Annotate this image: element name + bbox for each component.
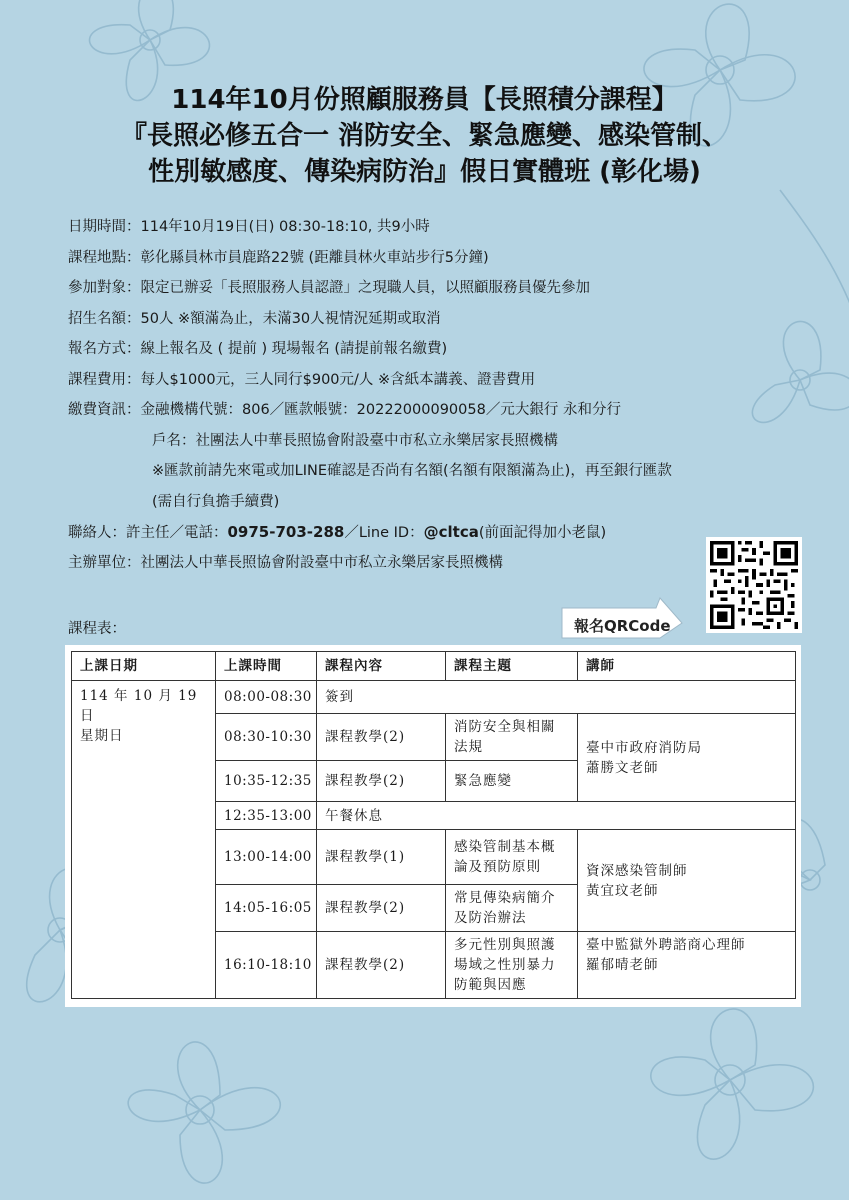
topic-cell: 消防安全與相關法規	[446, 714, 578, 761]
contact-suffix: (前面記得加小老鼠)	[478, 525, 607, 541]
qr-callout	[560, 596, 700, 640]
time-cell: 12:35-13:00	[216, 802, 317, 830]
title-line-1: 114年10月份照顧服務員【長照積分課程】	[171, 85, 678, 115]
topic-cell: 感染管制基本概論及預防原則	[446, 830, 578, 885]
time-cell: 10:35-12:35	[216, 761, 317, 802]
header-time: 上課時間	[216, 652, 317, 681]
instructor-name: 黃宜玟老師	[586, 882, 659, 899]
date-cell	[72, 681, 216, 999]
info-payment: 繳費資訊：金融機構代號：806／匯款帳號：20222000090058／元大銀行 永和分行	[68, 402, 621, 418]
instructor-cell	[578, 714, 796, 802]
info-quota: 招生名額：50人 ※額滿為止，未滿30人視情況延期或取消	[68, 310, 441, 327]
page-title	[60, 82, 789, 190]
info-account-name: 戶名：社團法人中華長照協會附設臺中市私立永樂居家長照機構	[152, 432, 558, 449]
content-cell: 課程教學(2)	[317, 761, 446, 802]
table-header-row	[72, 652, 796, 681]
info-registration: 報名方式：線上報名及 ( 提前 ) 現場報名 (請提前報名繳費)	[68, 341, 448, 357]
content-cell: 課程教學(2)	[317, 714, 446, 761]
schedule-label: 課程表：	[68, 621, 126, 637]
title-line-3: 性別敏感度、傳染病防治』假日實體班 (彰化場)	[148, 157, 701, 187]
time-cell: 08:30-10:30	[216, 714, 317, 761]
contact-phone: 0975-703-288	[227, 523, 345, 541]
instructor-title: 臺中監獄外聘諮商心理師	[586, 937, 746, 953]
info-date: 日期時間：114年10月19日(日) 08:30-18:10, 共9小時	[68, 219, 430, 235]
content-cell: 課程教學(1)	[317, 830, 446, 885]
date-line-1: 114 年 10 月 19 日	[80, 688, 198, 724]
topic-cell: 多元性別與照護場域之性別暴力防範與因應	[446, 932, 578, 999]
qr-callout-label: 報名QRCode	[574, 617, 671, 635]
content-cell: 午餐休息	[317, 802, 796, 830]
instructor-title: 臺中市政府消防局	[586, 739, 702, 756]
topic-cell: 緊急應變	[446, 761, 578, 802]
info-organizer: 主辦單位：社團法人中華長照協會附設臺中市私立永樂居家長照機構	[68, 554, 503, 571]
instructor-cell	[578, 932, 796, 999]
instructor-cell	[578, 830, 796, 932]
content-cell: 簽到	[317, 681, 796, 714]
title-line-2: 『長照必修五合一 消防安全、緊急應變、感染管制、	[120, 121, 729, 151]
registration-qr-code[interactable]	[706, 537, 802, 633]
info-contact	[68, 517, 808, 548]
info-note-2: (需自行負擔手續費)	[152, 493, 280, 510]
contact-prefix: 聯絡人：許主任／電話：	[68, 525, 228, 541]
instructor-name: 蕭勝文老師	[586, 759, 659, 776]
course-info	[68, 212, 808, 578]
contact-mid: ／Line ID：	[344, 525, 424, 541]
contact-line-id: @cltca	[423, 523, 479, 541]
content-cell: 課程教學(2)	[317, 932, 446, 999]
header-instructor: 講師	[578, 652, 796, 681]
table-row	[72, 681, 796, 714]
header-content: 課程內容	[317, 652, 446, 681]
info-fee: 課程費用：每人$1000元，三人同行$900元/人 ※含紙本講義、證書費用	[68, 371, 536, 388]
instructor-title: 資深感染管制師	[586, 862, 688, 879]
info-location: 課程地點：彰化縣員林市員鹿路22號 (距離員林火車站步行5分鐘)	[68, 249, 489, 266]
date-line-2: 星期日	[80, 728, 124, 744]
content-cell: 課程教學(2)	[317, 885, 446, 932]
time-cell: 13:00-14:00	[216, 830, 317, 885]
topic-cell: 常見傳染病簡介及防治辦法	[446, 885, 578, 932]
schedule-panel	[65, 645, 801, 1007]
info-note-1: ※匯款前請先來電或加LINE確認是否尚有名額(名額有限額滿為止)，再至銀行匯款	[152, 463, 672, 479]
schedule-table	[71, 651, 796, 999]
qr-code-icon	[710, 541, 798, 629]
instructor-name: 羅郁晴老師	[586, 957, 659, 973]
time-cell: 16:10-18:10	[216, 932, 317, 999]
time-cell: 14:05-16:05	[216, 885, 317, 932]
time-cell: 08:00-08:30	[216, 681, 317, 714]
header-topic: 課程主題	[446, 652, 578, 681]
header-date: 上課日期	[72, 652, 216, 681]
info-audience: 參加對象：限定已辦妥「長照服務人員認證」之現職人員，以照顧服務員優先參加	[68, 280, 590, 296]
